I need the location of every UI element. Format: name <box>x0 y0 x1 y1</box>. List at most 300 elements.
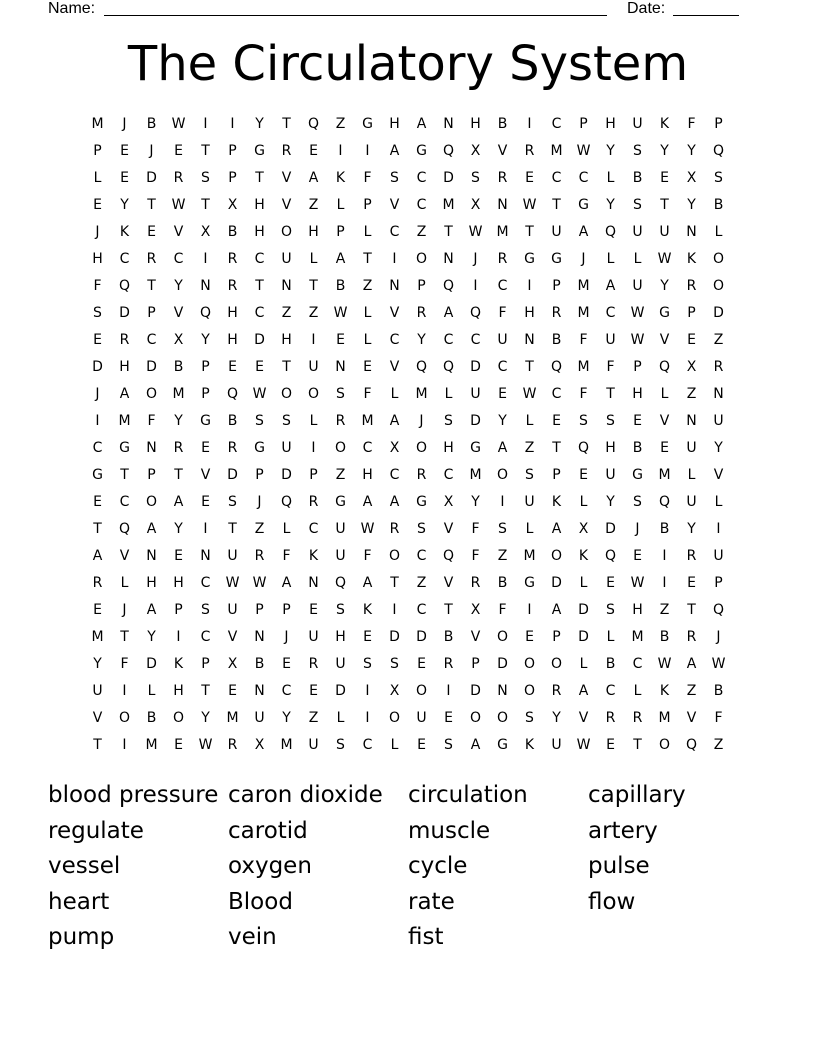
grid-letter: E <box>228 683 237 699</box>
grid-letter: O <box>388 548 401 564</box>
grid-letter: R <box>443 656 454 672</box>
grid-letter: K <box>524 737 535 753</box>
grid-letter: Z <box>497 548 508 564</box>
grid-letter: V <box>659 332 670 348</box>
grid-letter: Z <box>713 737 724 753</box>
grid-letter: L <box>336 710 345 726</box>
grid-letter: A <box>92 548 103 564</box>
grid-letter: T <box>525 359 534 375</box>
grid-letter: Q <box>550 359 563 375</box>
grid-letter: B <box>497 116 508 132</box>
grid-letter: L <box>606 629 615 645</box>
grid-letter: E <box>201 494 210 510</box>
grid-letter: Q <box>334 575 347 591</box>
grid-letter: Z <box>308 197 319 213</box>
grid-letter: Q <box>712 143 725 159</box>
grid-letter: U <box>686 440 697 456</box>
grid-letter: F <box>120 656 129 672</box>
grid-letter: V <box>713 467 724 483</box>
grid-letter: I <box>122 737 127 753</box>
grid-letter: M <box>145 737 158 753</box>
grid-letter: T <box>255 170 264 186</box>
grid-row <box>84 435 732 462</box>
grid-letter: Z <box>686 386 697 402</box>
grid-letter: F <box>471 521 480 537</box>
grid-letter: X <box>686 170 697 186</box>
grid-letter: F <box>471 548 480 564</box>
grid-letter: N <box>443 116 454 132</box>
grid-letter: H <box>281 332 292 348</box>
word-bank-item: blood pressure <box>48 782 219 808</box>
grid-letter: T <box>93 737 102 753</box>
grid-letter: D <box>605 521 616 537</box>
grid-letter: R <box>497 170 508 186</box>
grid-letter: I <box>203 521 208 537</box>
grid-letter: P <box>687 305 696 321</box>
grid-letter: Q <box>442 278 455 294</box>
grid-letter: N <box>254 629 265 645</box>
grid-letter: P <box>255 602 264 618</box>
grid-letter: Y <box>147 629 156 645</box>
grid-letter: U <box>335 656 346 672</box>
grid-letter: K <box>362 602 373 618</box>
grid-letter: P <box>201 386 210 402</box>
grid-letter: C <box>308 521 319 537</box>
grid-letter: T <box>525 224 534 240</box>
word-bank-item: rate <box>408 888 455 915</box>
grid-letter: H <box>524 305 535 321</box>
grid-letter: S <box>525 710 534 726</box>
grid-row <box>84 138 732 165</box>
grid-letter: S <box>444 413 453 429</box>
grid-letter: E <box>363 359 372 375</box>
grid-letter: H <box>308 224 319 240</box>
grid-letter: E <box>606 737 615 753</box>
grid-letter: O <box>388 710 401 726</box>
grid-letter: E <box>174 143 183 159</box>
word-bank-item: circulation <box>408 782 528 808</box>
grid-letter: H <box>146 575 157 591</box>
grid-letter: E <box>498 386 507 402</box>
grid-letter: J <box>95 224 100 240</box>
word-bank-item: vessel <box>48 853 121 879</box>
grid-row <box>84 732 732 759</box>
grid-row <box>84 111 732 138</box>
grid-letter: X <box>227 656 238 672</box>
grid-letter: T <box>552 197 561 213</box>
grid-letter: C <box>119 494 130 510</box>
grid-letter: J <box>473 251 478 267</box>
grid-letter: P <box>228 143 237 159</box>
grid-letter: L <box>363 332 372 348</box>
grid-letter: M <box>361 413 374 429</box>
grid-letter: B <box>605 656 616 672</box>
grid-letter: I <box>122 683 127 699</box>
grid-letter: H <box>173 683 184 699</box>
grid-letter: T <box>390 575 399 591</box>
grid-letter: O <box>496 467 509 483</box>
grid-letter: E <box>687 575 696 591</box>
grid-letter: U <box>713 413 724 429</box>
grid-letter: C <box>173 251 184 267</box>
grid-letter: P <box>552 467 561 483</box>
grid-letter: I <box>338 143 343 159</box>
grid-letter: A <box>146 521 157 537</box>
grid-letter: T <box>606 386 615 402</box>
grid-letter: V <box>227 629 238 645</box>
grid-letter: H <box>227 332 238 348</box>
grid-letter: R <box>254 548 265 564</box>
grid-letter: C <box>362 737 373 753</box>
grid-letter: N <box>686 224 697 240</box>
grid-letter: Q <box>415 359 428 375</box>
grid-row <box>84 381 732 408</box>
grid-letter: I <box>527 116 532 132</box>
grid-letter: P <box>282 602 291 618</box>
grid-letter: C <box>416 170 427 186</box>
grid-letter: D <box>578 629 589 645</box>
grid-letter: Z <box>335 116 346 132</box>
grid-letter: B <box>659 521 670 537</box>
grid-letter: D <box>497 656 508 672</box>
grid-letter: Y <box>714 440 723 456</box>
grid-letter: O <box>550 548 563 564</box>
grid-letter: C <box>389 224 400 240</box>
grid-letter: P <box>579 116 588 132</box>
grid-letter: J <box>716 629 721 645</box>
grid-letter: R <box>524 143 535 159</box>
grid-letter: I <box>473 278 478 294</box>
grid-row <box>84 246 732 273</box>
word-bank-item: muscle <box>408 817 491 844</box>
grid-letter: W <box>171 197 186 213</box>
grid-letter: C <box>389 332 400 348</box>
grid-letter: H <box>119 359 130 375</box>
grid-letter: G <box>470 440 481 456</box>
grid-letter: Y <box>687 197 696 213</box>
grid-letter: W <box>711 656 726 672</box>
grid-letter: E <box>660 170 669 186</box>
grid-letter: E <box>525 170 534 186</box>
grid-letter: Q <box>118 278 131 294</box>
grid-letter: F <box>93 278 102 294</box>
grid-letter: Q <box>199 305 212 321</box>
grid-letter: Z <box>713 332 724 348</box>
grid-letter: K <box>578 548 589 564</box>
grid-letter: Z <box>686 683 697 699</box>
grid-row <box>84 624 732 651</box>
grid-letter: C <box>443 332 454 348</box>
grid-letter: E <box>228 359 237 375</box>
word-bank-item: fist <box>408 924 444 950</box>
grid-letter: R <box>227 737 238 753</box>
grid-letter: C <box>632 656 643 672</box>
grid-letter: R <box>389 521 400 537</box>
grid-letter: M <box>658 710 671 726</box>
grid-letter: R <box>227 440 238 456</box>
grid-letter: J <box>95 386 100 402</box>
worksheet-header <box>0 0 816 22</box>
grid-letter: N <box>443 251 454 267</box>
grid-letter: M <box>415 386 428 402</box>
grid-letter: R <box>497 251 508 267</box>
grid-letter: M <box>91 116 104 132</box>
grid-letter: X <box>227 197 238 213</box>
grid-letter: P <box>174 602 183 618</box>
grid-letter: R <box>551 683 562 699</box>
grid-letter: I <box>392 602 397 618</box>
grid-letter: P <box>147 467 156 483</box>
grid-letter: G <box>632 467 643 483</box>
grid-letter: T <box>228 521 237 537</box>
grid-letter: G <box>659 305 670 321</box>
grid-letter: D <box>470 359 481 375</box>
word-bank-item: carotid <box>228 817 308 844</box>
grid-letter: W <box>522 197 537 213</box>
grid-letter: R <box>551 305 562 321</box>
grid-letter: T <box>444 224 453 240</box>
grid-row <box>84 570 732 597</box>
grid-letter: A <box>281 575 292 591</box>
grid-letter: Y <box>120 197 129 213</box>
grid-letter: V <box>173 305 184 321</box>
grid-letter: E <box>633 413 642 429</box>
grid-letter: Y <box>660 143 669 159</box>
grid-letter: V <box>578 710 589 726</box>
grid-letter: U <box>551 737 562 753</box>
word-search-grid <box>84 111 732 759</box>
grid-letter: I <box>365 683 370 699</box>
grid-letter: C <box>146 332 157 348</box>
grid-letter: I <box>500 494 505 510</box>
grid-letter: L <box>390 386 399 402</box>
grid-letter: H <box>470 116 481 132</box>
grid-letter: P <box>552 278 561 294</box>
grid-letter: U <box>632 116 643 132</box>
grid-letter: Z <box>281 305 292 321</box>
grid-letter: E <box>282 656 291 672</box>
grid-letter: U <box>308 629 319 645</box>
grid-letter: S <box>390 656 399 672</box>
grid-letter: Y <box>660 278 669 294</box>
grid-letter: G <box>524 251 535 267</box>
grid-letter: X <box>470 602 481 618</box>
grid-letter: T <box>363 251 372 267</box>
grid-letter: G <box>578 197 589 213</box>
grid-letter: P <box>471 656 480 672</box>
grid-letter: T <box>255 278 264 294</box>
grid-letter: H <box>632 386 643 402</box>
grid-letter: A <box>551 602 562 618</box>
grid-letter: E <box>93 494 102 510</box>
grid-letter: O <box>307 386 320 402</box>
grid-letter: T <box>93 521 102 537</box>
grid-letter: E <box>552 413 561 429</box>
grid-letter: L <box>120 575 129 591</box>
grid-letter: R <box>605 710 616 726</box>
grid-letter: W <box>252 575 267 591</box>
grid-letter: P <box>633 359 642 375</box>
grid-letter: H <box>254 197 265 213</box>
grid-letter: W <box>630 305 645 321</box>
grid-letter: U <box>605 332 616 348</box>
grid-letter: L <box>444 386 453 402</box>
grid-letter: Q <box>658 359 671 375</box>
grid-letter: P <box>255 467 264 483</box>
grid-letter: A <box>146 602 157 618</box>
grid-letter: S <box>93 305 102 321</box>
grid-letter: F <box>282 548 291 564</box>
grid-letter: A <box>389 494 400 510</box>
grid-row <box>84 354 732 381</box>
grid-letter: P <box>417 278 426 294</box>
word-bank-item: vein <box>228 924 277 950</box>
grid-letter: M <box>631 629 644 645</box>
grid-letter: D <box>119 305 130 321</box>
grid-letter: U <box>281 251 292 267</box>
grid-letter: Y <box>201 332 210 348</box>
grid-letter: D <box>227 467 238 483</box>
grid-letter: K <box>686 251 697 267</box>
grid-letter: C <box>254 305 265 321</box>
grid-letter: W <box>252 386 267 402</box>
grid-letter: I <box>527 602 532 618</box>
grid-letter: M <box>469 467 482 483</box>
grid-letter: Q <box>577 440 590 456</box>
grid-letter: C <box>551 170 562 186</box>
grid-letter: W <box>576 737 591 753</box>
grid-letter: B <box>335 278 346 294</box>
grid-letter: Y <box>606 143 615 159</box>
grid-letter: E <box>93 197 102 213</box>
grid-letter: H <box>389 116 400 132</box>
grid-letter: D <box>470 683 481 699</box>
grid-letter: O <box>415 251 428 267</box>
grid-letter: T <box>120 467 129 483</box>
grid-letter: C <box>497 359 508 375</box>
grid-letter: V <box>443 521 454 537</box>
grid-letter: L <box>579 656 588 672</box>
grid-letter: L <box>579 575 588 591</box>
grid-letter: J <box>635 521 640 537</box>
grid-letter: J <box>149 143 154 159</box>
grid-letter: R <box>119 332 130 348</box>
grid-letter: V <box>659 413 670 429</box>
grid-letter: F <box>606 359 615 375</box>
grid-letter: N <box>713 386 724 402</box>
grid-letter: N <box>254 683 265 699</box>
grid-letter: O <box>550 656 563 672</box>
grid-letter: X <box>470 143 481 159</box>
word-bank-item: pump <box>48 924 115 950</box>
grid-letter: X <box>389 683 400 699</box>
grid-letter: D <box>551 575 562 591</box>
grid-letter: F <box>687 116 696 132</box>
word-bank-item: cycle <box>408 853 468 879</box>
grid-letter: M <box>577 278 590 294</box>
grid-letter: U <box>551 224 562 240</box>
grid-letter: E <box>309 143 318 159</box>
grid-letter: H <box>173 575 184 591</box>
grid-letter: Z <box>416 224 427 240</box>
grid-letter: E <box>120 143 129 159</box>
grid-letter: D <box>254 332 265 348</box>
grid-letter: D <box>335 683 346 699</box>
grid-letter: Z <box>254 521 265 537</box>
grid-letter: K <box>173 656 184 672</box>
grid-letter: R <box>632 710 643 726</box>
grid-letter: R <box>227 251 238 267</box>
grid-letter: R <box>335 413 346 429</box>
grid-letter: E <box>417 737 426 753</box>
grid-letter: F <box>498 305 507 321</box>
grid-letter: W <box>360 521 375 537</box>
grid-letter: H <box>605 116 616 132</box>
grid-letter: R <box>308 494 319 510</box>
grid-letter: M <box>550 143 563 159</box>
grid-letter: I <box>365 710 370 726</box>
grid-letter: H <box>92 251 103 267</box>
grid-row <box>84 543 732 570</box>
grid-letter: O <box>523 656 536 672</box>
grid-letter: T <box>147 278 156 294</box>
grid-letter: V <box>497 143 508 159</box>
grid-letter: S <box>228 494 237 510</box>
grid-letter: Y <box>174 278 183 294</box>
grid-letter: E <box>417 656 426 672</box>
grid-letter: R <box>470 575 481 591</box>
grid-letter: L <box>714 224 723 240</box>
grid-letter: R <box>686 278 697 294</box>
grid-letter: P <box>201 656 210 672</box>
grid-letter: H <box>605 440 616 456</box>
grid-letter: G <box>254 440 265 456</box>
grid-letter: G <box>335 494 346 510</box>
grid-letter: E <box>120 170 129 186</box>
date-label: Date: <box>627 0 666 17</box>
grid-letter: A <box>551 521 562 537</box>
grid-letter: Y <box>255 116 264 132</box>
grid-letter: Y <box>174 521 183 537</box>
grid-letter: C <box>497 278 508 294</box>
grid-letter: A <box>335 251 346 267</box>
grid-letter: X <box>686 359 697 375</box>
grid-letter: N <box>335 359 346 375</box>
grid-letter: O <box>658 737 671 753</box>
grid-letter: S <box>714 170 723 186</box>
grid-letter: W <box>657 251 672 267</box>
grid-letter: N <box>200 548 211 564</box>
grid-letter: I <box>311 440 316 456</box>
grid-letter: Q <box>307 116 320 132</box>
grid-letter: E <box>525 629 534 645</box>
grid-letter: Q <box>685 737 698 753</box>
grid-letter: C <box>92 440 103 456</box>
grid-letter: U <box>470 386 481 402</box>
grid-letter: K <box>659 683 670 699</box>
grid-letter: Y <box>552 710 561 726</box>
grid-letter: E <box>309 683 318 699</box>
grid-letter: N <box>389 278 400 294</box>
grid-letter: M <box>280 737 293 753</box>
grid-letter: P <box>363 197 372 213</box>
grid-letter: X <box>578 521 589 537</box>
grid-letter: I <box>203 251 208 267</box>
grid-letter: H <box>227 305 238 321</box>
grid-letter: P <box>714 575 723 591</box>
grid-letter: R <box>416 467 427 483</box>
grid-letter: D <box>146 656 157 672</box>
